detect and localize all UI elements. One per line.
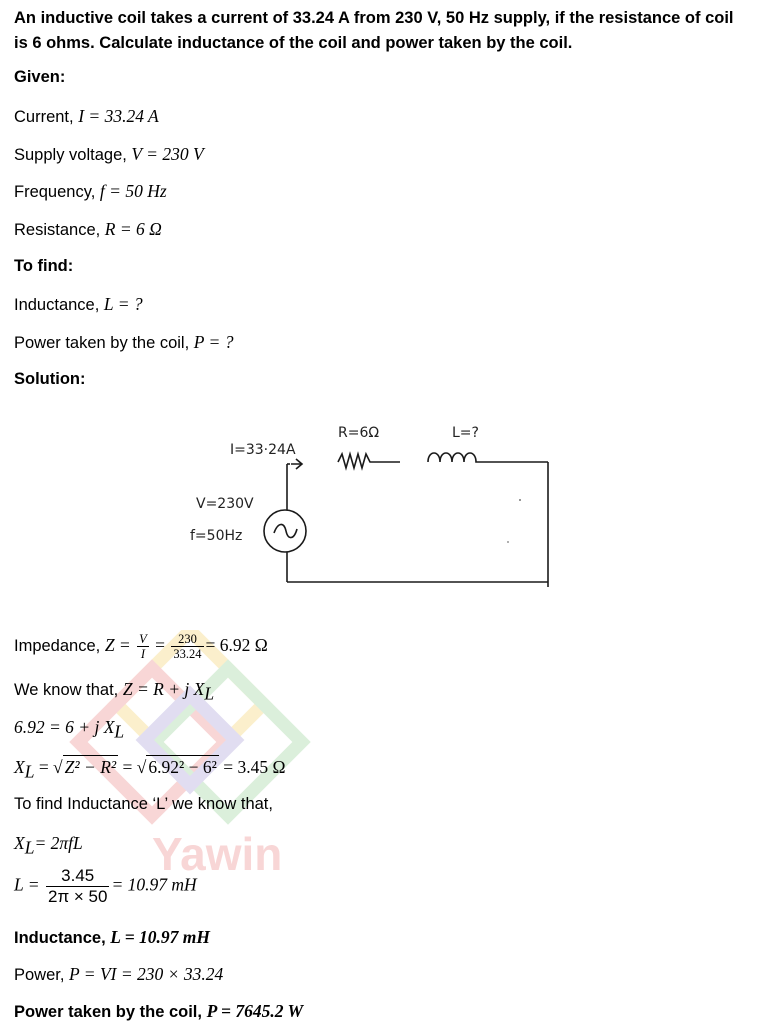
ac-source-circle [264, 510, 306, 552]
xl-calc-line: $X_L$ = √ Z² − R² = √ 6.92² − 6² = 3.45 Ω [14, 757, 286, 782]
fraction-numerator: 230 [171, 632, 203, 647]
inductance-result-line [14, 927, 210, 948]
problem-statement: An inductive coil takes a current of 33.24 A from 230 V, 50 Hz supply, if the resistance of coil is 6 ohms. Calculate inductance of the coil and power taken by the coil. [14, 9, 734, 52]
stray-dot [507, 541, 509, 543]
stray-dot [519, 499, 521, 501]
current-label: Current, [14, 108, 79, 126]
subscript-l: L [204, 683, 215, 704]
solution-heading: Solution: [14, 370, 86, 388]
impedance-lhs: Z = [104, 635, 136, 655]
find-inductance-line: To find Inductance ‘L’ we know that, [14, 795, 273, 813]
given-resistance [14, 219, 162, 240]
power-label: Power taken by the coil, [14, 334, 194, 352]
impedance-line: Impedance, Z = $\frac{V}{I}$ = $\frac{230}{33.24}$ = 6.92 Ω [14, 631, 268, 662]
resistance-label: Resistance, [14, 221, 105, 239]
to-find-inductance [14, 294, 143, 315]
fraction-v-over-i [137, 632, 149, 662]
given-voltage [14, 144, 204, 165]
resistor-symbol [338, 454, 400, 468]
xl-result: = 3.45 Ω [223, 757, 286, 777]
l-result: = 10.97 mH [111, 874, 197, 895]
ac-source-wave [274, 524, 297, 537]
power-calc-label: Power, [14, 966, 70, 984]
power-line [14, 964, 223, 985]
fraction-230-over-33 [171, 632, 203, 662]
given-frequency [14, 181, 167, 202]
we-know-text: We know that, [14, 681, 123, 699]
inductance-final-label: Inductance, [14, 929, 111, 947]
power-expr: P = ? [193, 332, 234, 352]
given-heading: Given: [14, 68, 66, 86]
subscript-l: L [114, 721, 125, 742]
impedance-label: Impedance, [14, 637, 105, 655]
we-know-expr: Z = R + j X [122, 679, 205, 699]
current-arrow [291, 459, 302, 469]
fraction-numerator: 3.45 [46, 866, 109, 887]
fraction-denominator: I [140, 647, 146, 662]
fraction-denominator: 33.24 [173, 647, 202, 662]
frequency-label: Frequency, [14, 183, 100, 201]
fraction-denominator: 2π × 50 [47, 886, 108, 906]
l-calc-line [14, 866, 197, 906]
power-calc-expr: P = VI = 230 × 33.24 [69, 964, 224, 984]
circuit-frequency-label: f=50Hz [190, 528, 243, 544]
subscript-l: L [24, 761, 35, 782]
xl-formula-rhs: = 2πfL [34, 833, 83, 853]
circuit-resistance-label: R=6Ω [338, 425, 380, 441]
inductor-symbol [428, 453, 548, 462]
subscript-l: L [24, 837, 35, 858]
given-current [14, 106, 159, 127]
inductance-expr: L = ? [103, 294, 143, 314]
sqrt-z2-r2: Z² − R² [64, 757, 117, 777]
l-lhs: L = [14, 874, 44, 895]
current-expr: I = 33.24 A [78, 106, 159, 126]
resistance-expr: R = 6 Ω [104, 219, 162, 239]
circuit-inductance-label: L=? [452, 425, 479, 441]
watermark-text: Yawin [152, 828, 283, 880]
fraction-l [46, 866, 109, 906]
inductance-final-expr: L = 10.97 mH [110, 927, 211, 947]
circuit-diagram [190, 410, 570, 600]
xl-symbol: X [14, 757, 25, 777]
circuit-voltage-label: V=230V [196, 496, 254, 512]
fraction-numerator: V [139, 631, 147, 646]
xl-formula-line [14, 833, 83, 858]
sqrt-values: 6.92² − 6² [148, 757, 217, 777]
power-final-expr: P = 7645.2 W [206, 1001, 304, 1021]
equation-line [14, 717, 124, 742]
inductance-label: Inductance, [14, 296, 104, 314]
to-find-heading: To find: [14, 257, 74, 275]
power-final-label: Power taken by the coil, [14, 1003, 207, 1021]
impedance-result: = 6.92 Ω [205, 635, 268, 655]
voltage-label: Supply voltage, [14, 146, 132, 164]
voltage-expr: V = 230 V [131, 144, 204, 164]
power-result-line [14, 1001, 303, 1022]
equation-expr: 6.92 = 6 + j X [14, 717, 115, 737]
we-know-line [14, 679, 214, 704]
xl-symbol: X [14, 833, 25, 853]
to-find-power [14, 332, 233, 353]
circuit-current-label: I=33·24A [230, 442, 296, 458]
frequency-expr: f = 50 Hz [99, 181, 167, 201]
